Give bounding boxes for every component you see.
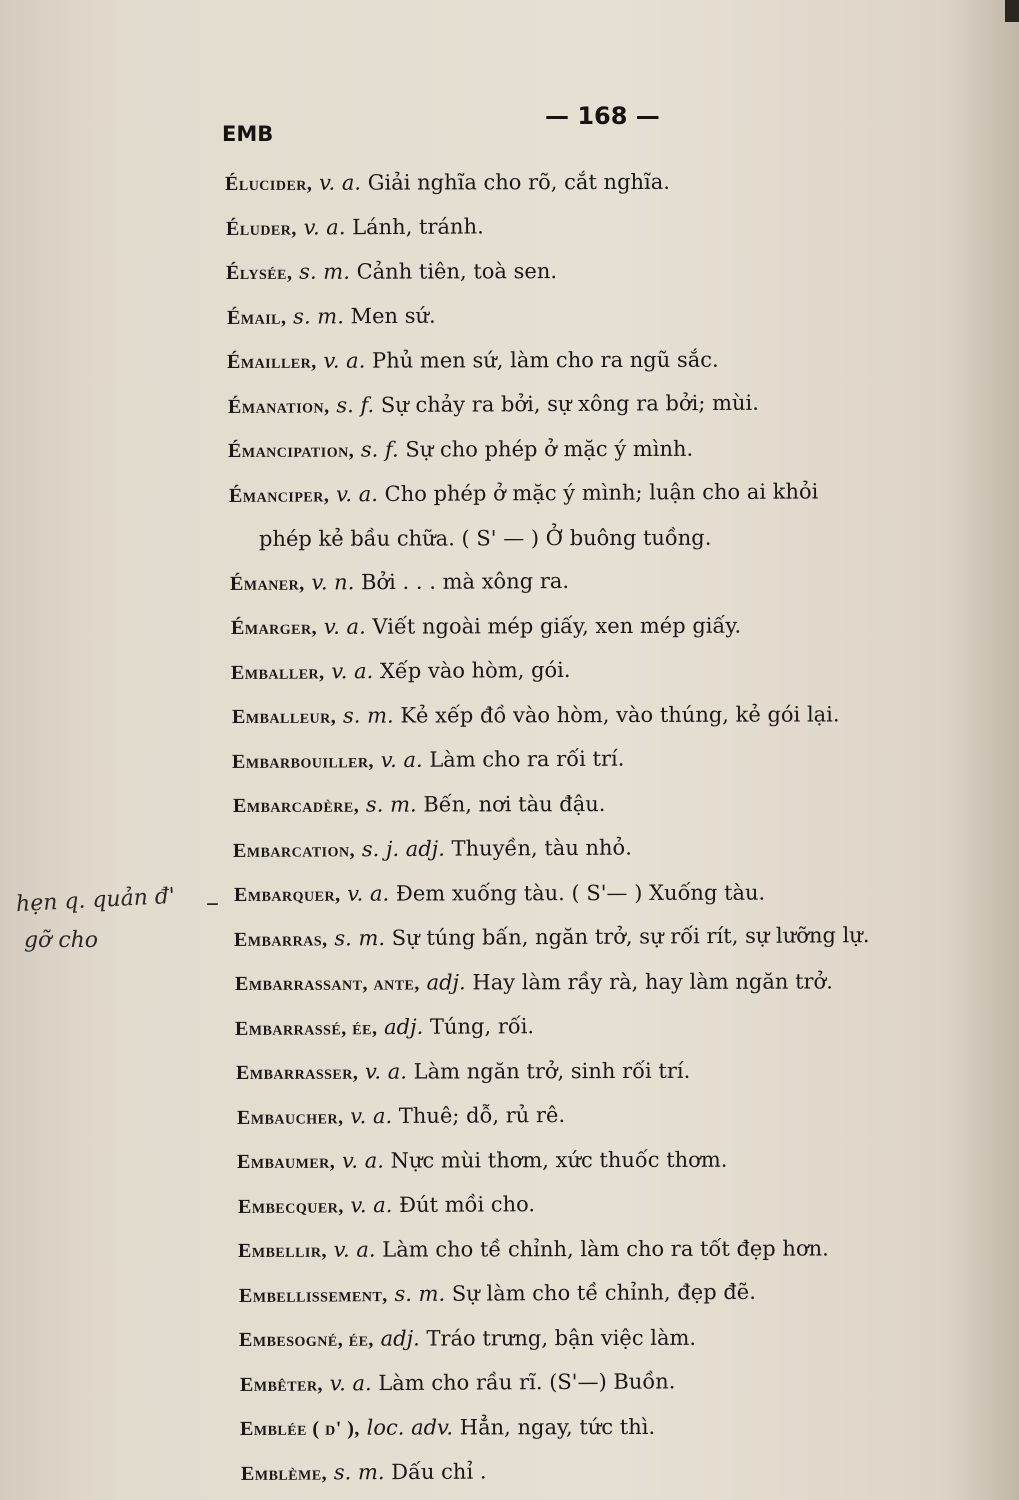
entry-grammar: v. a. [331,658,374,683]
entry-grammar: v. a. [335,481,379,506]
entry-grammar: v. a. [380,747,423,772]
dictionary-entry [230,557,995,606]
entry-grammar: s. f. [336,392,375,417]
entry-definition: Đút mồi cho. [399,1191,536,1217]
entry-definition: Men sứ. [350,303,436,328]
entry-grammar: s. f. [360,437,399,462]
entry-headword: Embarcation, [232,838,356,862]
entry-definition: Sự túng bấn, ngăn trở, sự rối rít, sự lưỡng lự. [391,922,870,950]
entry-grammar: s. m. [394,1281,446,1306]
entry-headword: Élysée, [225,261,293,284]
entry-headword: Embarcadère, [232,794,360,817]
entry-definition: Xếp vào hòm, gói. [379,657,571,683]
dictionary-entry [228,380,995,429]
entry-headword: Emballer, [230,660,325,684]
margin-note-dash: – [206,888,219,918]
dictionary-entry [231,604,995,651]
entry-grammar: v. a. [303,214,346,240]
page-corner-shadow [1005,0,1019,22]
entry-headword: Élucider, [224,172,313,195]
entry-definition: Kẻ xếp đồ vào hòm, vào thúng, kẻ gói lại. [400,702,840,728]
dictionary-entry [240,1405,995,1451]
entry-headword: Éluder, [225,217,297,240]
dictionary-entry [238,1227,995,1273]
dictionary-entry [241,1447,995,1496]
entry-definition: phép kẻ bầu chữa. ( S' — ) Ở buông tuồng. [258,525,712,551]
entry-definition: Dấu chỉ . [391,1459,487,1484]
entry-definition: Sự làm cho tề chỉnh, đẹp đẽ. [451,1279,756,1306]
entry-definition: Bến, nơi tàu đậu. [423,792,606,817]
entry-headword: Emblée ( d' ), [239,1417,360,1440]
entry-grammar: s. m. [342,703,394,728]
dictionary-entry [225,160,995,207]
dictionary-entries [225,162,995,1496]
entry-definition: Làm cho tề chỉnh, làm cho ra tốt đẹp hơn. [382,1236,829,1262]
dictionary-entry [238,1180,995,1229]
entry-grammar: adj. [426,970,466,995]
page-number: — 168 — [545,102,660,130]
dictionary-entry [232,735,995,784]
entry-definition: Làm cho rầu rĩ. (S'—) Buồn. [378,1368,676,1395]
entry-definition: Cho phép ở mặc ý mình; luận cho ai khỏi [384,478,819,506]
entry-headword: Embarquer, [233,883,341,906]
dictionary-entry [229,469,995,518]
entry-grammar: s. j. adj. [361,836,445,861]
entry-headword: Embellissement, [238,1283,388,1307]
entry-headword: Embarrasser, [235,1061,359,1084]
dictionary-entry [237,1138,995,1184]
entry-definition: Phủ men sứ, làm cho ra ngũ sắc. [372,347,719,373]
dictionary-entry [228,427,995,474]
entry-definition: Làm cho ra rối trí. [429,746,625,772]
dictionary-entry [235,1002,995,1051]
entry-headword: Emblème, [240,1461,328,1485]
dictionary-entry [236,1049,995,1095]
dictionary-entry [226,249,995,296]
entry-headword: Émanation, [227,394,330,418]
entry-grammar: s. m. [365,792,417,817]
entry-definition: Cảnh tiên, toà sen. [356,259,558,284]
dictionary-entry [237,1091,995,1140]
dictionary-entry [232,693,995,739]
margin-note-line: hẹn q. quản đ' [15,883,176,918]
dictionary-entry-continuation [229,516,995,562]
entry-grammar: v. a. [319,170,362,195]
dictionary-entry [226,202,995,251]
entry-grammar: loc. adv. [366,1415,454,1440]
entry-grammar: adj. [380,1326,420,1351]
entry-grammar: v. a. [350,1192,393,1217]
entry-headword: Emballeur, [231,705,337,728]
dictionary-entry [234,871,995,917]
entry-headword: Émancipation, [227,439,355,462]
entry-definition: Giải nghĩa cho rõ, cắt nghĩa. [367,169,670,195]
entry-grammar: v. a. [350,1103,393,1128]
entry-grammar: s. m. [333,1459,385,1484]
entry-grammar: v. a. [323,348,366,373]
entry-grammar: adj. [384,1014,424,1039]
entry-headword: Émaner, [229,572,305,595]
entry-definition: Túng, rối. [429,1013,535,1039]
dictionary-entry [235,960,995,1006]
entry-definition: Hay làm rầy rà, hay làm ngăn trở. [472,969,833,995]
entry-headword: Embesogné, ée, [238,1328,374,1351]
dictionary-entry [240,1358,995,1407]
entry-headword: Émanciper, [228,483,330,507]
dictionary-entry [231,646,995,695]
entry-definition: Lánh, tránh. [352,213,484,239]
entry-grammar: v. a. [341,1148,384,1173]
entry-grammar: s. m. [334,925,386,950]
entry-definition: Đem xuống tàu. ( S'— ) Xuống tàu. [395,880,766,906]
dictionary-entry [227,338,995,385]
entry-headword: Embaucher, [236,1105,344,1129]
entry-definition: Nực mùi thơm, xức thuốc thơm. [390,1147,728,1173]
entry-definition: Sự chảy ra bởi, sự xông ra bởi; mùi. [380,390,759,417]
entry-grammar: v. n. [311,569,355,595]
dictionary-entry [227,291,995,340]
dictionary-entry [234,913,995,962]
entry-grammar: v. a. [329,1370,372,1395]
dictionary-entry [239,1269,995,1318]
entry-grammar: v. a. [323,614,366,639]
entry-headword: Embaumer, [236,1150,336,1173]
entry-definition: Làm ngăn trở, sinh rối trí. [413,1058,691,1084]
entry-headword: Embarbouiller, [231,749,375,773]
entry-grammar: s. m. [299,259,350,284]
page-header [220,100,680,150]
dictionary-entry [233,824,995,873]
entry-grammar: v. a. [347,881,390,906]
dictionary-entry [239,1316,995,1362]
dictionary-entry [233,782,995,828]
margin-note-line: gỡ cho [24,928,99,953]
entry-definition: Thuyền, tàu nhỏ. [451,835,632,861]
handwritten-margin-note [10,882,225,972]
entry-definition: Viết ngoài mép giấy, xen mép giấy. [372,613,742,639]
entry-headword: Embarrassé, ée, [234,1016,378,1040]
entry-headword: Embarrassant, ante, [234,972,420,995]
entry-headword: Embellir, [237,1239,327,1262]
entry-headword: Embarras, [233,927,328,951]
entry-grammar: v. a. [365,1059,407,1084]
entry-headword: Embêter, [239,1372,324,1396]
entry-headword: Émarger, [230,616,318,639]
entry-definition: Hẳn, ngay, tức thì. [459,1414,656,1440]
entry-definition: Thuê; dỗ, rủ rê. [398,1102,566,1128]
running-head: EMB [222,122,274,146]
entry-definition: Tráo trưng, bận việc làm. [426,1325,697,1351]
entry-grammar: s. m. [293,303,344,329]
entry-headword: Émailler, [226,350,317,373]
entry-headword: Embecquer, [237,1194,344,1218]
entry-grammar: v. a. [333,1237,376,1262]
entry-headword: Émail, [226,306,287,329]
entry-definition: Bởi . . . mà xông ra. [360,568,570,594]
entry-definition: Sự cho phép ở mặc ý mình. [405,436,694,462]
